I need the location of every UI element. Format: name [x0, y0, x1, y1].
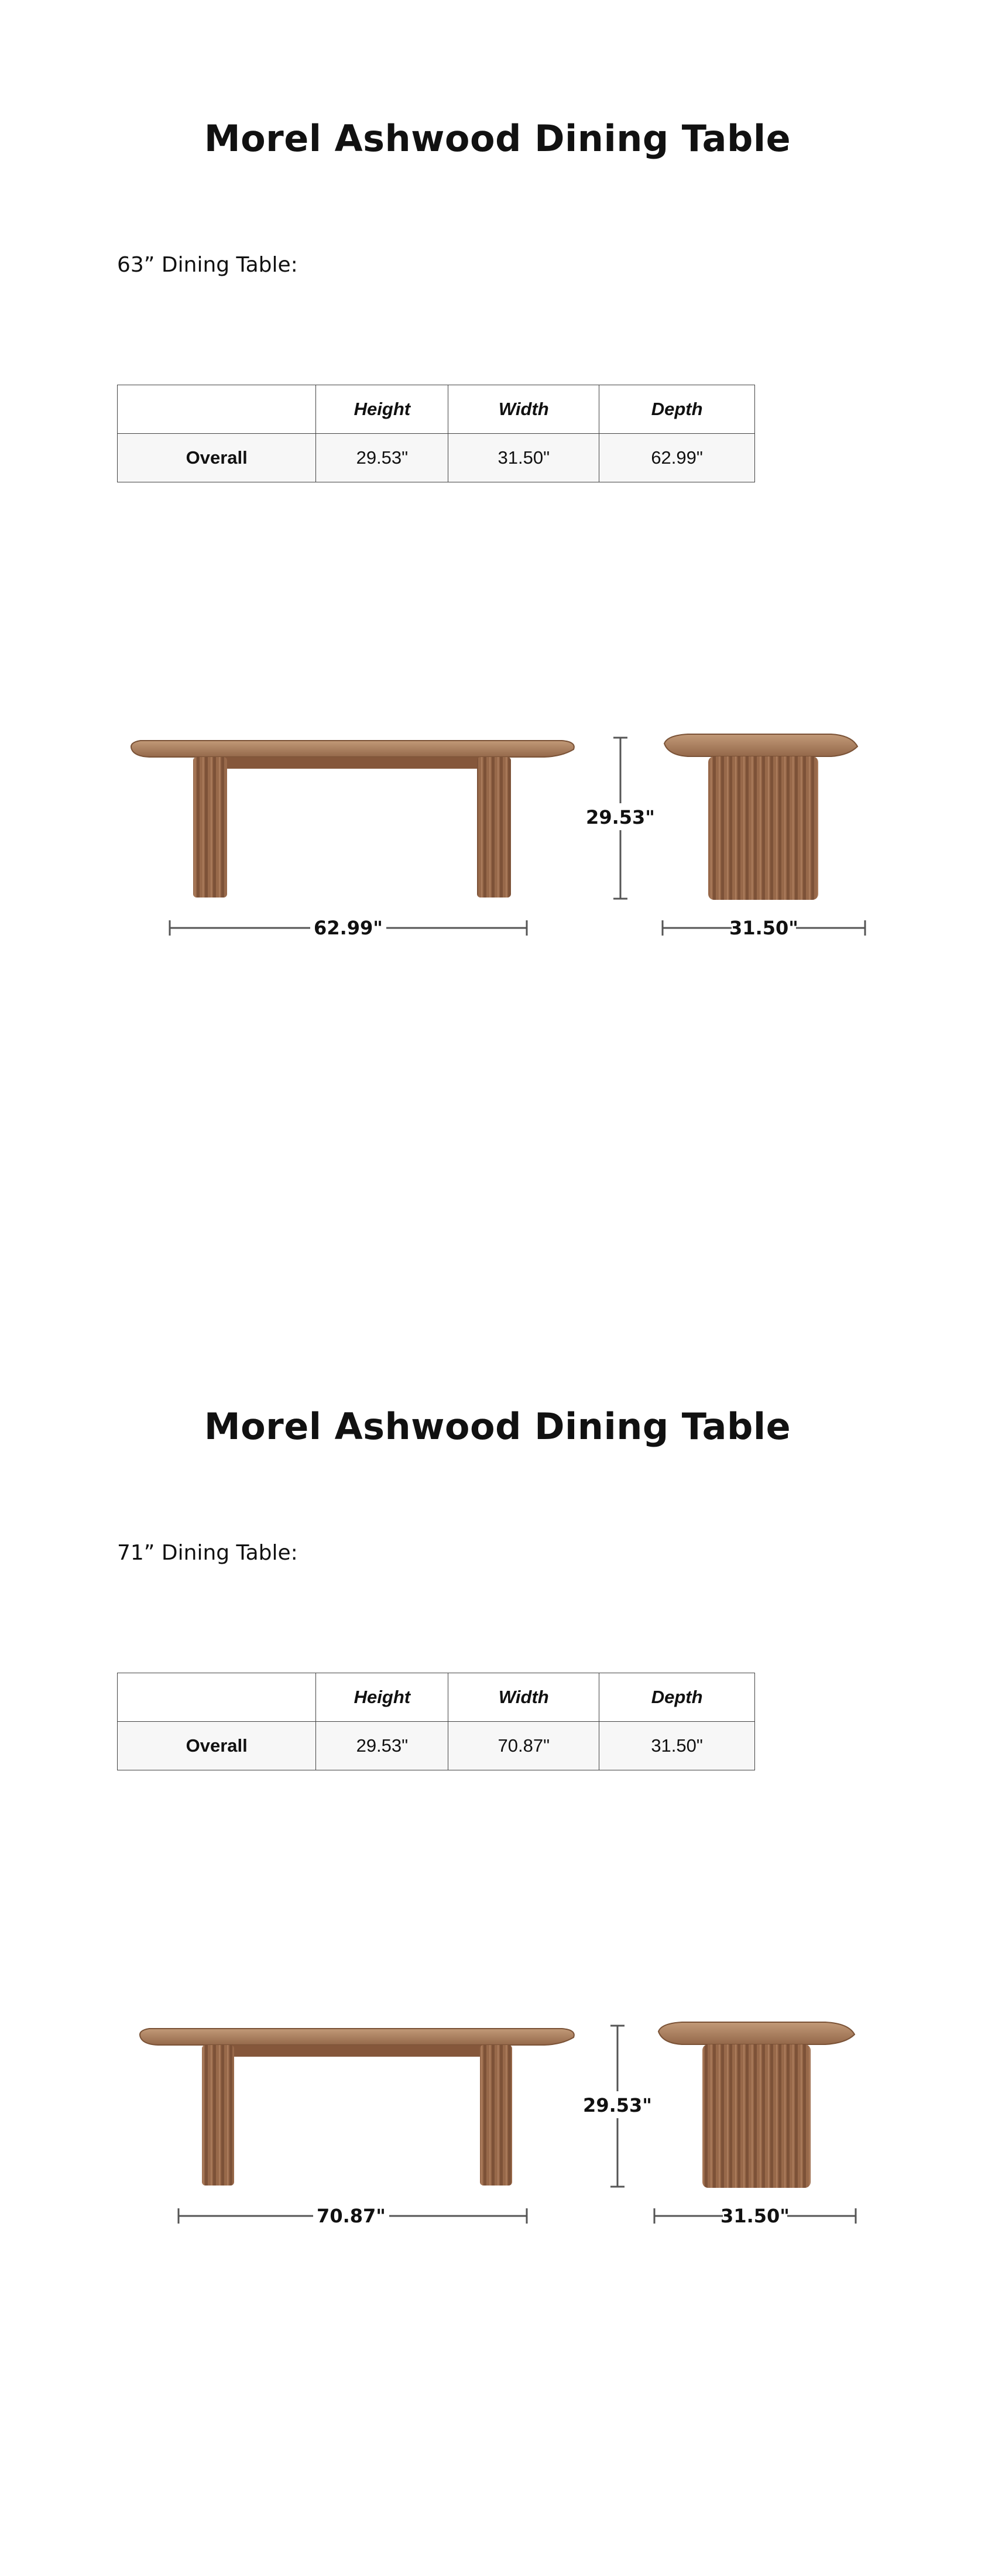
table-side-view — [664, 734, 857, 900]
table-row-overall — [118, 434, 755, 482]
dimensions-table — [117, 1673, 755, 1770]
table-side-view — [658, 2022, 855, 2188]
height-label: 29.53" — [583, 2094, 652, 2116]
length-label: 70.87" — [317, 2205, 386, 2227]
table-dimension-diagram — [0, 726, 995, 1007]
header-depth: Depth — [599, 1673, 755, 1722]
row-label: Overall — [118, 1722, 316, 1770]
table-front-view — [131, 741, 574, 898]
depth-value: 31.50" — [599, 1722, 755, 1770]
header-width: Width — [448, 385, 599, 434]
width-label: 31.50" — [720, 2205, 790, 2227]
header-height: Height — [316, 1673, 448, 1722]
width-value: 31.50" — [448, 434, 599, 482]
page-title: Morel Ashwood Dining Table — [204, 1405, 791, 1448]
length-label: 62.99" — [314, 917, 383, 939]
header-depth: Depth — [599, 385, 755, 434]
depth-value: 62.99" — [599, 434, 755, 482]
dimensions-table — [117, 385, 755, 482]
header-height: Height — [316, 385, 448, 434]
height-label: 29.53" — [586, 806, 655, 828]
table-front-view — [140, 2029, 574, 2186]
header-empty — [118, 1673, 316, 1722]
table-row-overall — [118, 1722, 755, 1770]
table-size-subtitle: 63” Dining Table: — [117, 253, 298, 277]
page-title: Morel Ashwood Dining Table — [204, 117, 791, 160]
width-label: 31.50" — [729, 917, 798, 939]
header-empty — [118, 385, 316, 434]
row-label: Overall — [118, 434, 316, 482]
table-header-row — [118, 1673, 755, 1722]
table-size-subtitle: 71” Dining Table: — [117, 1541, 298, 1565]
table-header-row — [118, 385, 755, 434]
height-value: 29.53" — [316, 434, 448, 482]
header-width: Width — [448, 1673, 599, 1722]
width-value: 70.87" — [448, 1722, 599, 1770]
height-value: 29.53" — [316, 1722, 448, 1770]
table-dimension-diagram — [0, 2014, 995, 2295]
